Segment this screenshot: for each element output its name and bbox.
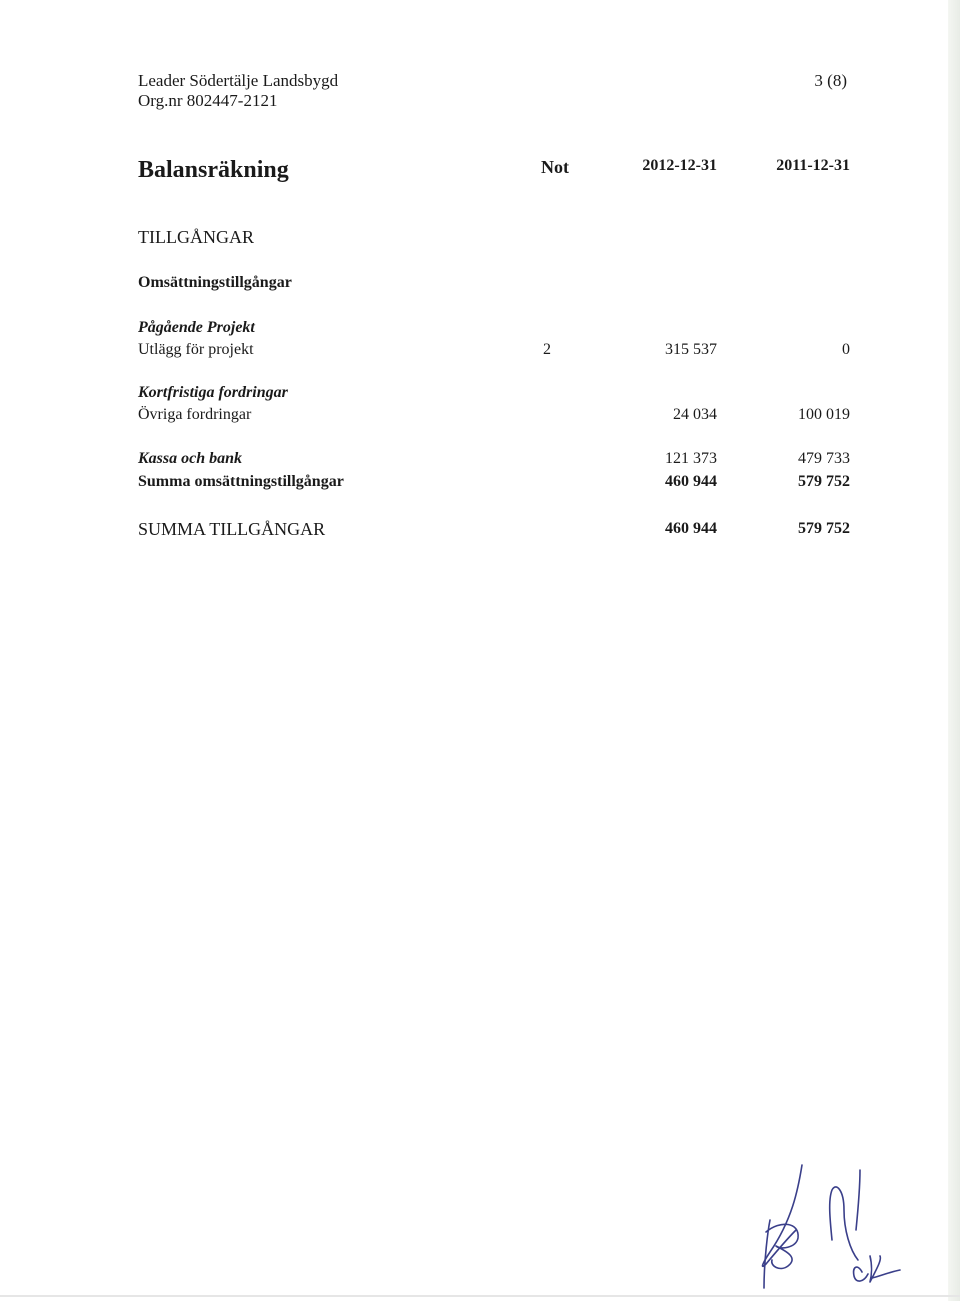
assets-heading: TILLGÅNGAR (138, 227, 254, 247)
row-label-other-receivables: Övriga fordringar (138, 406, 252, 423)
value-2012-sum-assets: 460 944 (665, 520, 717, 537)
value-2011-sum-assets: 579 752 (798, 520, 850, 537)
row-label-sum-assets: SUMMA TILLGÅNGAR (138, 519, 326, 539)
current-assets-heading: Omsättningstillgångar (138, 274, 292, 291)
value-2011-other-receivables: 100 019 (798, 406, 850, 423)
scan-bottom-edge (0, 1295, 960, 1297)
value-2012-sum-current-assets: 460 944 (665, 473, 717, 490)
org-number: Org.nr 802447-2121 (138, 91, 278, 110)
value-2011-cash-bank: 479 733 (798, 450, 850, 467)
column-header-2012: 2012-12-31 (642, 157, 717, 174)
scan-edge (948, 0, 960, 1301)
value-2011-sum-current-assets: 579 752 (798, 473, 850, 490)
row-label-sum-current-assets: Summa omsättningstillgångar (138, 473, 344, 490)
page-number: 3 (8) (814, 71, 847, 90)
column-header-2011: 2011-12-31 (776, 157, 850, 174)
org-name: Leader Södertälje Landsbygd (138, 71, 339, 90)
handwritten-initials (740, 1160, 920, 1290)
value-2012-other-receivables: 24 034 (673, 406, 717, 423)
value-2012-project-expenses: 315 537 (665, 341, 717, 358)
page-title: Balansräkning (138, 157, 289, 183)
row-note-project-expenses: 2 (543, 341, 551, 358)
short-term-receivables-heading: Kortfristiga fordringar (138, 384, 288, 401)
row-label-cash-bank: Kassa och bank (138, 450, 243, 467)
row-label-project-expenses: Utlägg för projekt (138, 341, 254, 358)
note-column-header: Not (541, 157, 569, 177)
value-2011-project-expenses: 0 (842, 341, 850, 358)
value-2012-cash-bank: 121 373 (665, 450, 717, 467)
ongoing-projects-heading: Pågående Projekt (138, 319, 255, 336)
